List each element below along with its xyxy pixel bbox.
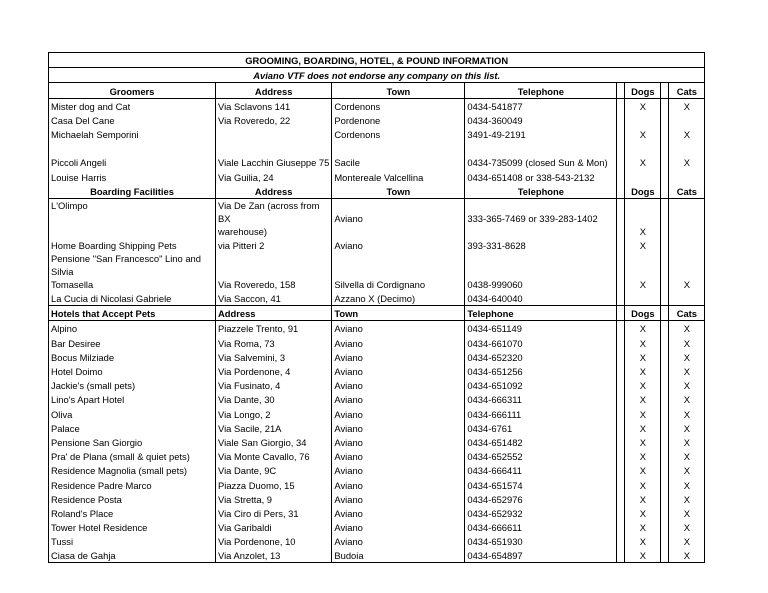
hotel-address: Piazza Duomo, 15 <box>216 477 332 491</box>
gap-cell <box>661 306 669 321</box>
hotel-dogs: X <box>625 477 661 491</box>
gap-cell <box>617 184 625 199</box>
gap-cell <box>617 169 625 183</box>
hotel-phone: 0434-661070 <box>465 335 617 349</box>
hotel-cats: X <box>669 477 705 491</box>
table-row <box>49 155 705 169</box>
gap-cell <box>661 98 669 113</box>
hotel-phone: 0434-651482 <box>465 435 617 449</box>
hotel-dogs: X <box>625 492 661 506</box>
hotel-dogs: X <box>625 449 661 463</box>
boarding-name: Home Boarding Shipping Pets <box>49 238 216 252</box>
gap-cell <box>617 113 625 127</box>
groomer-name: Michaelah Semporini <box>49 127 216 141</box>
table-row <box>49 548 705 563</box>
hotel-address: Via Dante, 30 <box>216 392 332 406</box>
gap-cell <box>617 520 625 534</box>
groomer-dogs <box>625 169 661 183</box>
boarding-town: Aviano <box>332 238 465 252</box>
table-row <box>49 291 705 306</box>
hotels-header-cats: Cats <box>669 306 705 321</box>
gap-cell <box>617 291 625 306</box>
table-row <box>49 506 705 520</box>
groomer-phone: 3491-49-2191 <box>465 127 617 141</box>
hotel-town: Aviano <box>332 378 465 392</box>
groomers-header-name: Groomers <box>49 83 216 98</box>
pet-services-table <box>48 52 705 563</box>
hotels-header-town: Town <box>332 306 465 321</box>
hotel-name: Jackie's (small pets) <box>49 378 216 392</box>
hotel-cats: X <box>669 321 705 336</box>
hotels-header-telephone: Telephone <box>465 306 617 321</box>
hotel-address: Via Anzolet, 13 <box>216 548 332 563</box>
gap-cell <box>661 252 669 291</box>
boarding-cats <box>669 238 705 252</box>
groomer-address: Via Sclavons 141 <box>216 98 332 113</box>
hotel-phone: 0434-652976 <box>465 492 617 506</box>
hotels-header-address: Address <box>216 306 332 321</box>
hotel-address: Via Dante, 9C <box>216 463 332 477</box>
hotel-dogs: X <box>625 321 661 336</box>
hotel-phone: 0434-666611 <box>465 520 617 534</box>
gap-cell <box>661 113 669 127</box>
hotel-dogs: X <box>625 520 661 534</box>
gap-cell <box>617 548 625 563</box>
groomer-address <box>216 127 332 141</box>
boarding-name <box>49 252 216 291</box>
table-row <box>49 238 705 252</box>
hotel-address: Via Pordenone, 10 <box>216 534 332 548</box>
gap-cell <box>617 335 625 349</box>
hotel-phone: 0434-652320 <box>465 350 617 364</box>
table-row <box>49 463 705 477</box>
gap-cell <box>661 492 669 506</box>
hotel-name: Pra' de Plana (small & quiet pets) <box>49 449 216 463</box>
hotel-name: Oliva <box>49 406 216 420</box>
boarding-header-town: Town <box>332 184 465 199</box>
groomer-cats <box>669 169 705 183</box>
hotel-name: Hotel Doimo <box>49 364 216 378</box>
gap-cell <box>617 477 625 491</box>
hotels-header-dogs: Dogs <box>625 306 661 321</box>
boarding-header-address: Address <box>216 184 332 199</box>
hotel-address: Via Salvemini, 3 <box>216 350 332 364</box>
table-row <box>49 477 705 491</box>
hotel-phone: 0434-6761 <box>465 421 617 435</box>
hotel-phone: 0434-652552 <box>465 449 617 463</box>
groomer-cats: X <box>669 98 705 113</box>
gap-cell <box>661 155 669 169</box>
groomers-header-cats: Cats <box>669 83 705 98</box>
hotel-phone: 0434-651930 <box>465 534 617 548</box>
boarding-cats <box>669 198 705 238</box>
hotel-name: Palace <box>49 421 216 435</box>
groomers-header-row <box>49 83 705 98</box>
gap-cell <box>617 378 625 392</box>
gap-cell <box>661 477 669 491</box>
gap-cell <box>661 350 669 364</box>
groomer-dogs <box>625 113 661 127</box>
boarding-header-cats: Cats <box>669 184 705 199</box>
boarding-phone: 0434-640040 <box>465 291 617 306</box>
hotel-address: Via Roma, 73 <box>216 335 332 349</box>
hotel-address: Piazzele Trento, 91 <box>216 321 332 336</box>
boarding-address-line2: warehouse) <box>218 225 267 237</box>
hotel-dogs: X <box>625 364 661 378</box>
gap-cell <box>661 463 669 477</box>
hotel-cats: X <box>669 378 705 392</box>
boarding-dogs <box>625 291 661 306</box>
hotel-phone: 0434-651256 <box>465 364 617 378</box>
hotel-town: Aviano <box>332 321 465 336</box>
gap-cell <box>617 492 625 506</box>
groomer-town: Cordenons <box>332 127 465 141</box>
hotel-dogs: X <box>625 335 661 349</box>
gap-cell <box>617 238 625 252</box>
hotel-dogs: X <box>625 435 661 449</box>
boarding-town: Azzano X (Decimo) <box>332 291 465 306</box>
boarding-header-dogs: Dogs <box>625 184 661 199</box>
hotel-name: Lino's Apart Hotel <box>49 392 216 406</box>
boarding-address: Via Saccon, 41 <box>216 291 332 306</box>
gap-cell <box>617 463 625 477</box>
table-row <box>49 321 705 336</box>
hotel-dogs: X <box>625 548 661 563</box>
gap-cell <box>617 198 625 238</box>
hotel-name: Ciasa de Gahja <box>49 548 216 563</box>
table-row <box>49 364 705 378</box>
hotel-town: Aviano <box>332 335 465 349</box>
hotel-name: Bocus Milziade <box>49 350 216 364</box>
boarding-phone: 333-365-7469 or 339-283-1402 <box>465 198 617 238</box>
hotel-cats: X <box>669 449 705 463</box>
gap-cell <box>661 534 669 548</box>
gap-cell <box>617 449 625 463</box>
table-row <box>49 406 705 420</box>
gap-cell <box>661 238 669 252</box>
hotel-cats: X <box>669 350 705 364</box>
gap-cell <box>661 520 669 534</box>
groomers-header-dogs: Dogs <box>625 83 661 98</box>
groomer-address: Via Roveredo, 22 <box>216 113 332 127</box>
table-row <box>49 252 705 291</box>
boarding-address: via Pitteri 2 <box>216 238 332 252</box>
gap-cell <box>661 449 669 463</box>
gap-cell <box>617 506 625 520</box>
hotel-town: Aviano <box>332 534 465 548</box>
hotel-dogs: X <box>625 463 661 477</box>
hotel-cats: X <box>669 520 705 534</box>
groomers-header-town: Town <box>332 83 465 98</box>
hotel-name: Alpino <box>49 321 216 336</box>
hotel-dogs: X <box>625 378 661 392</box>
hotel-phone: 0434-666311 <box>465 392 617 406</box>
boarding-cats <box>669 291 705 306</box>
hotel-cats: X <box>669 421 705 435</box>
hotels-header-row <box>49 306 705 321</box>
hotel-town: Aviano <box>332 421 465 435</box>
gap-cell <box>661 392 669 406</box>
boarding-name: L'Olimpo <box>49 198 216 238</box>
hotel-name: Residence Posta <box>49 492 216 506</box>
gap-cell <box>661 169 669 183</box>
groomer-town: Montereale Valcellina <box>332 169 465 183</box>
groomer-name: Mister dog and Cat <box>49 98 216 113</box>
hotel-dogs: X <box>625 392 661 406</box>
hotel-address: Via Sacile, 21A <box>216 421 332 435</box>
hotel-address: Via Garibaldi <box>216 520 332 534</box>
hotel-name: Pensione San Giorgio <box>49 435 216 449</box>
boarding-header-name: Boarding Facilities <box>49 184 216 199</box>
hotel-dogs: X <box>625 506 661 520</box>
gap-cell <box>617 435 625 449</box>
hotel-dogs: X <box>625 406 661 420</box>
gap-cell <box>617 252 625 291</box>
gap-cell <box>617 306 625 321</box>
hotel-town: Aviano <box>332 449 465 463</box>
gap-cell <box>617 98 625 113</box>
hotel-name: Tussi <box>49 534 216 548</box>
hotel-address: Via Longo, 2 <box>216 406 332 420</box>
groomer-name: Piccoli Angeli <box>49 155 216 169</box>
hotel-name: Tower Hotel Residence <box>49 520 216 534</box>
hotel-town: Aviano <box>332 492 465 506</box>
groomer-cats: X <box>669 127 705 141</box>
hotel-town: Aviano <box>332 463 465 477</box>
gap-cell <box>661 321 669 336</box>
table-row <box>49 127 705 141</box>
hotel-town: Aviano <box>332 406 465 420</box>
sheet-title: GROOMING, BOARDING, HOTEL, & POUND INFORMATION <box>49 53 705 68</box>
gap-cell <box>617 392 625 406</box>
boarding-name: La Cucia di Nicolasi Gabriele <box>49 291 216 306</box>
gap-cell <box>617 127 625 141</box>
hotel-phone: 0434-652932 <box>465 506 617 520</box>
table-row <box>49 435 705 449</box>
hotel-town: Aviano <box>332 435 465 449</box>
groomers-header-address: Address <box>216 83 332 98</box>
groomer-phone: 0434-735099 (closed Sun & Mon) <box>465 155 617 169</box>
boarding-address-line1: Via De Zan (across from BX <box>218 199 320 224</box>
hotel-cats: X <box>669 463 705 477</box>
gap-cell <box>617 350 625 364</box>
hotel-dogs: X <box>625 534 661 548</box>
hotel-address: Via Stretta, 9 <box>216 492 332 506</box>
hotel-address: Viale San Giorgio, 34 <box>216 435 332 449</box>
hotel-town: Aviano <box>332 520 465 534</box>
hotel-town: Aviano <box>332 477 465 491</box>
gap-cell <box>617 534 625 548</box>
gap-cell <box>617 421 625 435</box>
gap-cell <box>661 198 669 238</box>
gap-cell <box>661 364 669 378</box>
boarding-name-line2: Tomasella <box>51 278 94 290</box>
hotel-address: Via Fusinato, 4 <box>216 378 332 392</box>
gap-cell <box>661 378 669 392</box>
boarding-town: Aviano <box>332 198 465 238</box>
hotel-cats: X <box>669 492 705 506</box>
gap-cell <box>661 184 669 199</box>
hotel-town: Aviano <box>332 350 465 364</box>
hotel-dogs: X <box>625 350 661 364</box>
gap-cell <box>661 406 669 420</box>
hotel-name: Bar Desiree <box>49 335 216 349</box>
hotel-address: Via Pordenone, 4 <box>216 364 332 378</box>
boarding-address <box>216 198 332 238</box>
hotel-phone: 0434-654897 <box>465 548 617 563</box>
gap-cell <box>661 506 669 520</box>
table-row <box>49 421 705 435</box>
table-row <box>49 98 705 113</box>
hotel-dogs: X <box>625 421 661 435</box>
boarding-address: Via Roveredo, 158 <box>216 252 332 291</box>
hotels-header-name: Hotels that Accept Pets <box>49 306 216 321</box>
gap-cell <box>661 335 669 349</box>
hotel-town: Budoia <box>332 548 465 563</box>
gap-cell <box>617 406 625 420</box>
table-row <box>49 392 705 406</box>
hotel-cats: X <box>669 335 705 349</box>
groomer-phone: 0434-541877 <box>465 98 617 113</box>
hotel-name: Residence Padre Marco <box>49 477 216 491</box>
table-row <box>49 520 705 534</box>
boarding-dogs: X <box>625 198 661 238</box>
hotel-name: Residence Magnolia (small pets) <box>49 463 216 477</box>
hotel-cats: X <box>669 406 705 420</box>
table-row <box>49 492 705 506</box>
gap-cell <box>617 364 625 378</box>
boarding-phone: 393-331-8628 <box>465 238 617 252</box>
boarding-name-line1: Pensione "San Francesco" Lino and Silvia <box>51 252 201 277</box>
hotel-cats: X <box>669 435 705 449</box>
boarding-town: Silvella di Cordignano <box>332 252 465 291</box>
groomer-town: Cordenons <box>332 98 465 113</box>
groomer-town: Sacile <box>332 155 465 169</box>
hotel-cats: X <box>669 506 705 520</box>
hotel-cats: X <box>669 392 705 406</box>
groomers-header-telephone: Telephone <box>465 83 617 98</box>
hotel-phone: 0434-651149 <box>465 321 617 336</box>
hotel-phone: 0434-651092 <box>465 378 617 392</box>
groomer-cats <box>669 113 705 127</box>
sheet-subtitle: Aviano VTF does not endorse any company on this list. <box>49 68 705 83</box>
boarding-dogs: X <box>625 252 661 291</box>
groomer-name: Casa Del Cane <box>49 113 216 127</box>
hotel-phone: 0434-651574 <box>465 477 617 491</box>
groomer-phone: 0434-651408 or 338-543-2132 <box>465 169 617 183</box>
groomer-cats: X <box>669 155 705 169</box>
hotel-address: Via Ciro di Pers, 31 <box>216 506 332 520</box>
table-row <box>49 335 705 349</box>
hotel-town: Aviano <box>332 364 465 378</box>
table-row <box>49 449 705 463</box>
table-row <box>49 378 705 392</box>
groomer-address: Via Guilia, 24 <box>216 169 332 183</box>
table-row <box>49 350 705 364</box>
gap-cell <box>661 435 669 449</box>
spacer-row <box>49 141 705 155</box>
groomer-address: Viale Lacchin Giuseppe 75 <box>216 155 332 169</box>
gap-cell <box>661 421 669 435</box>
hotel-cats: X <box>669 548 705 563</box>
hotel-cats: X <box>669 534 705 548</box>
gap-cell <box>661 291 669 306</box>
gap-cell <box>617 83 625 98</box>
table-row <box>49 113 705 127</box>
groomer-name: Louise Harris <box>49 169 216 183</box>
groomer-dogs: X <box>625 98 661 113</box>
table-row <box>49 534 705 548</box>
table-row <box>49 169 705 183</box>
gap-cell <box>661 548 669 563</box>
hotel-rows <box>49 321 705 563</box>
boarding-header-telephone: Telephone <box>465 184 617 199</box>
groomer-phone: 0434-360049 <box>465 113 617 127</box>
hotel-town: Aviano <box>332 506 465 520</box>
gap-cell <box>617 321 625 336</box>
gap-cell <box>617 155 625 169</box>
hotel-phone: 0434-666111 <box>465 406 617 420</box>
groomer-town: Pordenone <box>332 113 465 127</box>
groomer-dogs: X <box>625 155 661 169</box>
hotel-cats: X <box>669 364 705 378</box>
table-row <box>49 198 705 238</box>
boarding-phone: 0438-999060 <box>465 252 617 291</box>
gap-cell <box>661 127 669 141</box>
boarding-dogs: X <box>625 238 661 252</box>
boarding-header-row <box>49 184 705 199</box>
boarding-cats: X <box>669 252 705 291</box>
hotel-town: Aviano <box>332 392 465 406</box>
hotel-phone: 0434-666411 <box>465 463 617 477</box>
hotel-address: Via Monte Cavallo, 76 <box>216 449 332 463</box>
groomer-dogs: X <box>625 127 661 141</box>
gap-cell <box>661 83 669 98</box>
hotel-name: Roland's Place <box>49 506 216 520</box>
